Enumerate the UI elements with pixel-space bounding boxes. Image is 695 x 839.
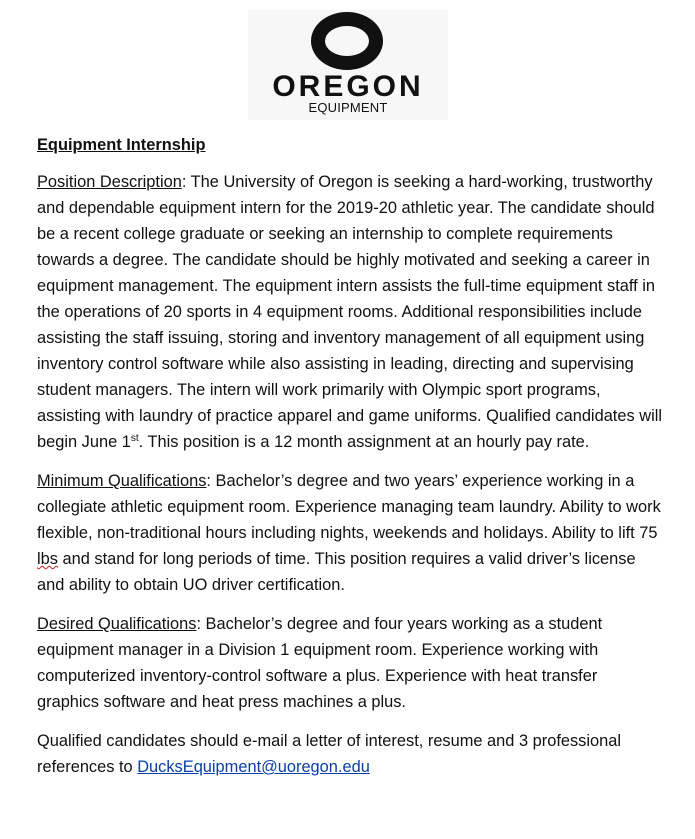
logo-subtitle: EQUIPMENT — [308, 100, 388, 115]
document-title: Equipment Internship — [37, 136, 206, 154]
desired-qualifications-text: : Bachelor’s degree and four years working as a student equipment manager in a Division 1 equipment room. Experience working with computerized inventory-control software a plus. Experience with heat transfer graphics software and heat press machines a plus. — [37, 615, 603, 711]
closing-paragraph — [37, 728, 662, 780]
oregon-o-icon — [311, 12, 383, 70]
ordinal-superscript: st — [130, 433, 139, 444]
closing-text: Qualified candidates should e-mail a letter of interest, resume and 3 professional references to — [37, 732, 622, 776]
minimum-qualifications-text-end: and stand for long periods of time. This position requires a valid driver’s license and ability to obtain UO driver certification. — [37, 550, 636, 594]
oregon-equipment-logo — [248, 10, 448, 120]
position-description-text: : The University of Oregon is seeking a hard-working, trustworthy and dependable equipment intern for the 2019-20 athletic year. The candidate should be a recent college graduate or seeking an internship to complete requirements towards a degree. The candidate should be highly motivated and seeking a career in equipment management. The equipment intern assists the full-time equipment staff in the operations of 20 sports in 4 equipment rooms. Additional responsibilities include assisting the staff issuing, storing and inventory management of all equipment using inventory control software while also assisting in leading, directing and supervising student managers. The intern will work primarily with Olympic sport programs, assisting with laundry of practice apparel and game uniforms. Qualified candidates will begin June 1 — [37, 173, 662, 451]
contact-email-link[interactable]: DucksEquipment@uoregon.edu — [137, 758, 370, 776]
position-description-paragraph — [37, 169, 662, 455]
desired-qualifications-label: Desired Qualifications — [37, 615, 197, 633]
position-description-label: Position Description — [37, 173, 182, 191]
spellcheck-flagged-word: lbs — [37, 550, 58, 568]
document-body — [37, 132, 662, 793]
minimum-qualifications-label: Minimum Qualifications — [37, 472, 207, 490]
desired-qualifications-paragraph — [37, 611, 662, 715]
logo-wordmark: OREGON — [272, 70, 424, 103]
position-description-text-end: . This position is a 12 month assignment at an hourly pay rate. — [138, 433, 590, 451]
minimum-qualifications-paragraph — [37, 468, 662, 598]
minimum-qualifications-text: : Bachelor’s degree and two years’ experience working in a collegiate athletic equipment room. Experience managing team laundry. Ability to work flexible, non-traditional hours including nights, weekends and holidays. Ability to lift 75 — [37, 472, 661, 542]
